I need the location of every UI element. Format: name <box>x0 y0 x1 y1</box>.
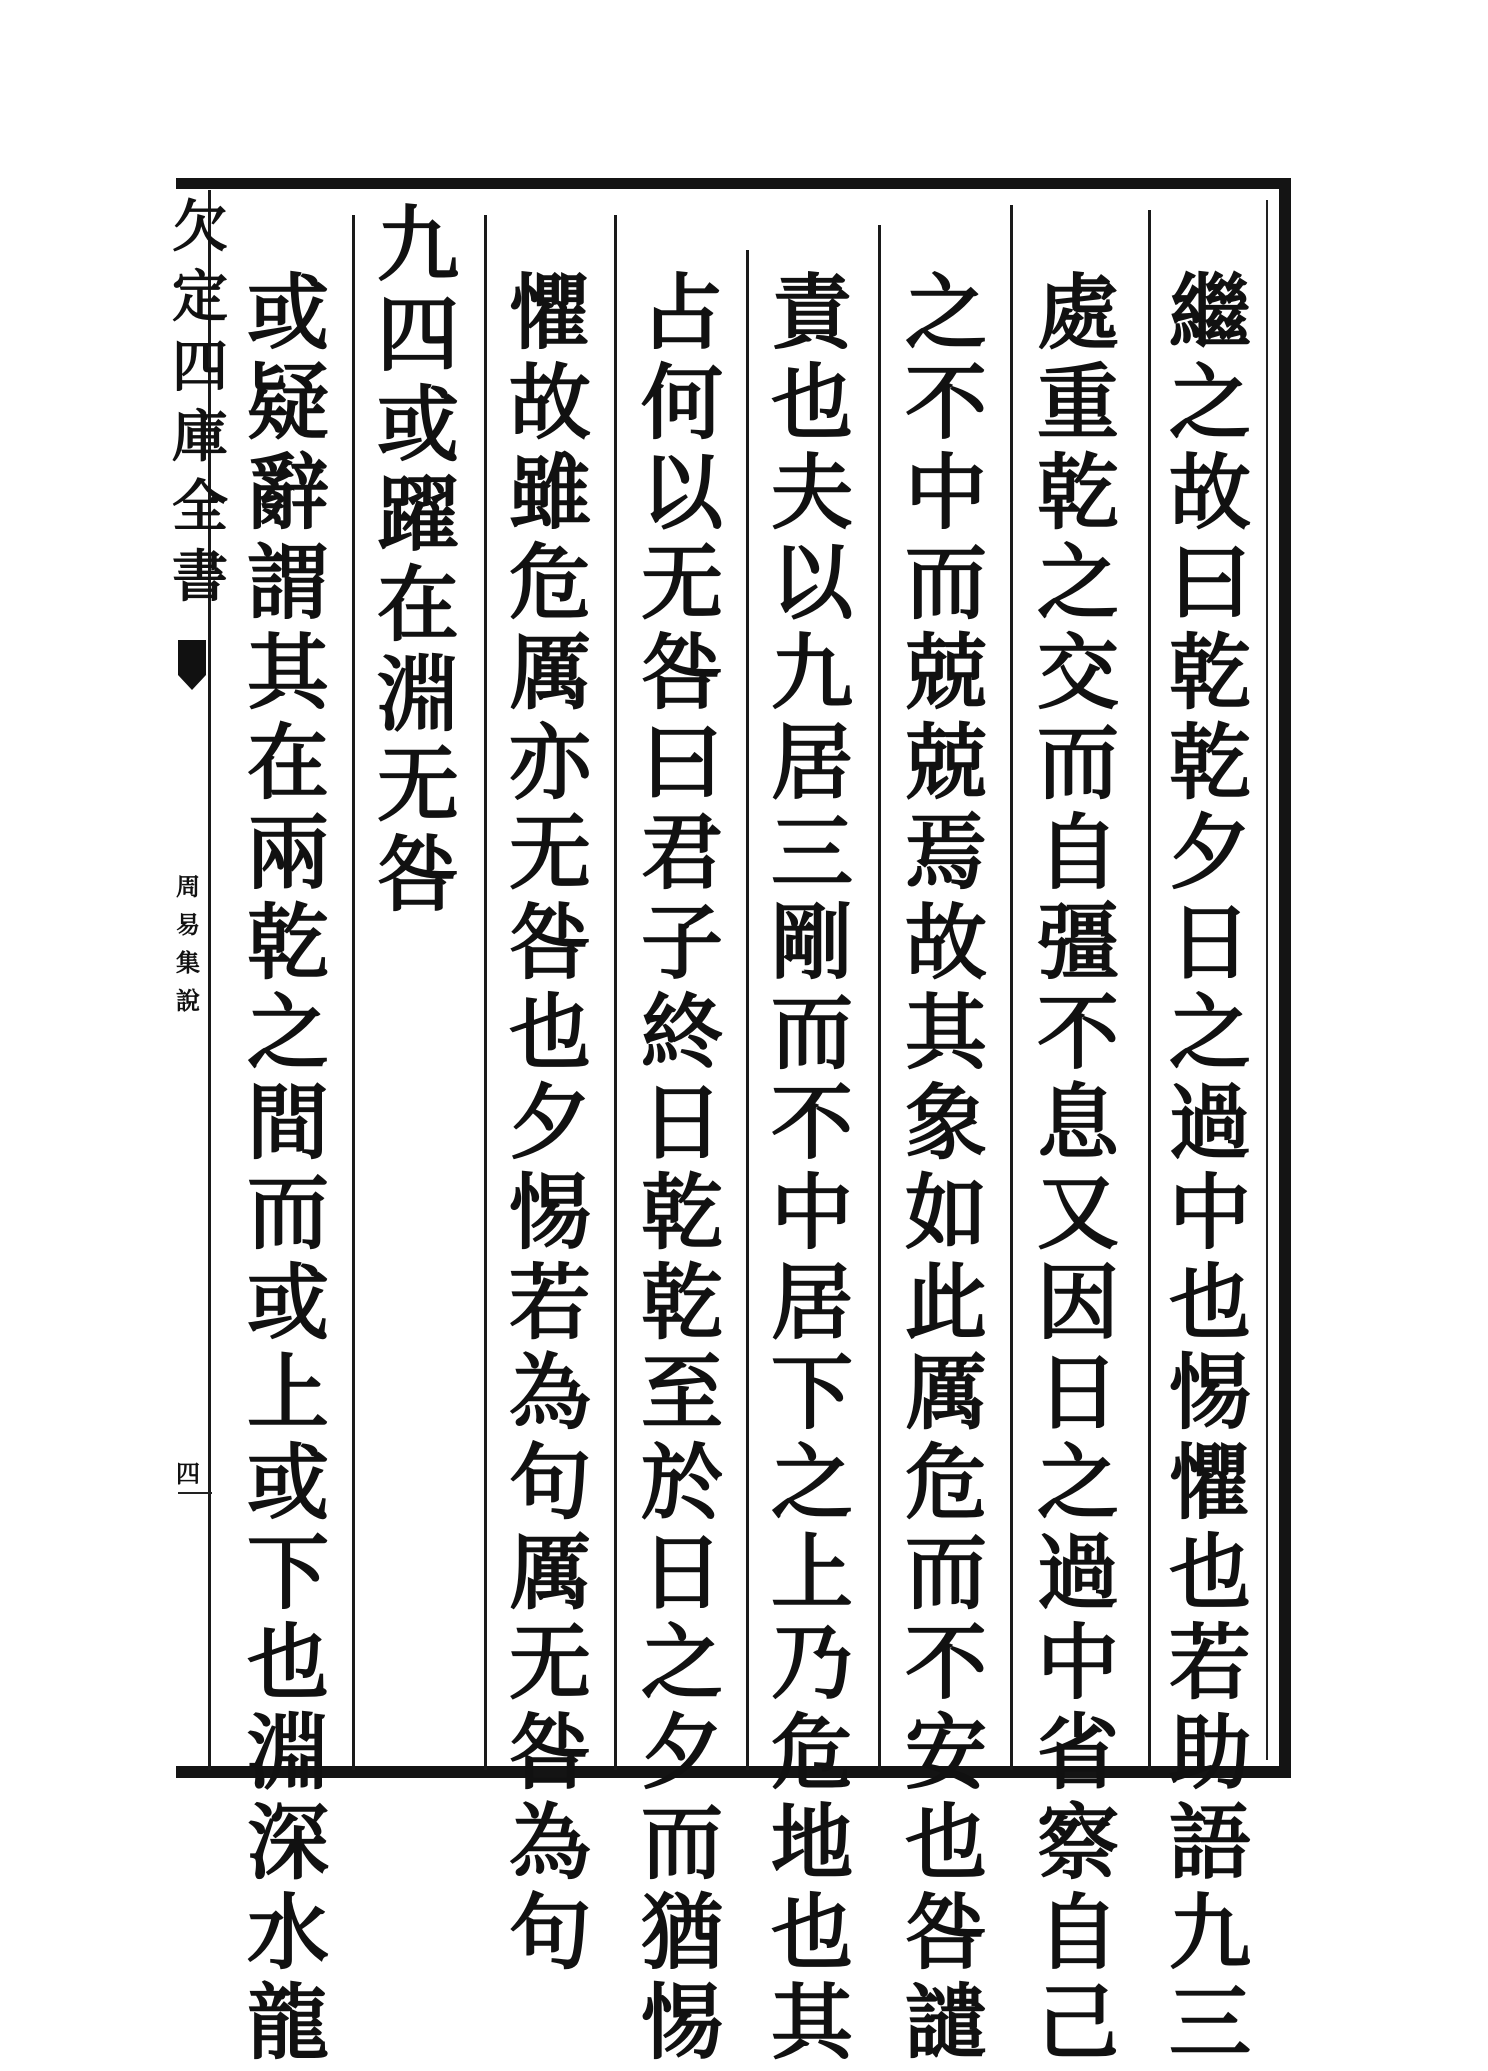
column-character: 謂 <box>246 535 329 631</box>
column-rule <box>614 215 617 1770</box>
column-character: 在 <box>376 557 459 653</box>
column-character: 上 <box>246 1345 329 1441</box>
column-character: 若 <box>508 1255 591 1351</box>
text-column-2 <box>1028 265 1128 2071</box>
collection-title-character: 書 <box>172 544 228 610</box>
column-character: 助 <box>1168 1705 1251 1801</box>
column-character: 之 <box>1168 355 1251 451</box>
column-character: 譴 <box>904 1975 987 2071</box>
column-character: 九 <box>376 197 459 293</box>
column-character: 三 <box>770 805 853 901</box>
column-character: 又 <box>1036 1165 1119 1261</box>
column-character: 或 <box>246 1255 329 1351</box>
column-character: 之 <box>1168 985 1251 1081</box>
column-rule <box>1010 205 1013 1770</box>
column-character: 也 <box>508 985 591 1081</box>
column-character: 不 <box>904 355 987 451</box>
column-character: 而 <box>640 1795 723 1891</box>
column-character: 曰 <box>1168 535 1251 631</box>
text-column-1 <box>1160 265 1260 2071</box>
column-character: 咎 <box>376 827 459 923</box>
column-character: 繼 <box>1168 265 1251 361</box>
column-character: 占 <box>640 265 723 361</box>
column-character: 危 <box>904 1435 987 1531</box>
column-character: 句 <box>508 1885 591 1981</box>
column-character: 上 <box>770 1525 853 1621</box>
column-character: 咎 <box>508 895 591 991</box>
column-character: 之 <box>1036 535 1119 631</box>
column-character: 其 <box>246 625 329 721</box>
column-character: 故 <box>904 895 987 991</box>
text-column-7 <box>368 197 468 923</box>
column-character: 而 <box>904 535 987 631</box>
margin-rule <box>178 1492 212 1494</box>
column-character: 也 <box>770 1885 853 1981</box>
column-character: 彊 <box>1036 895 1119 991</box>
column-character: 躍 <box>376 467 459 563</box>
column-character: 於 <box>640 1435 723 1531</box>
column-character: 下 <box>246 1525 329 1621</box>
collection-title <box>172 192 228 612</box>
column-character: 无 <box>508 1615 591 1711</box>
column-character: 水 <box>246 1885 329 1981</box>
column-character: 居 <box>770 1255 853 1351</box>
page-number: 四 <box>176 1459 200 1488</box>
column-character: 淵 <box>246 1705 329 1801</box>
column-character: 也 <box>770 355 853 451</box>
column-character: 象 <box>904 1075 987 1171</box>
column-rule <box>352 215 355 1770</box>
column-character: 過 <box>1168 1075 1251 1171</box>
column-character: 夫 <box>770 445 853 541</box>
column-character: 自 <box>1036 1885 1119 1981</box>
column-character: 兢 <box>904 715 987 811</box>
collection-title-character: 四 <box>172 334 228 400</box>
frame-top-border <box>176 178 1290 189</box>
column-character: 三 <box>1168 1975 1251 2071</box>
column-character: 龍 <box>246 1975 329 2071</box>
column-character: 而 <box>770 985 853 1081</box>
column-character: 以 <box>770 535 853 631</box>
collection-title-character: 庫 <box>172 404 228 470</box>
column-character: 焉 <box>904 805 987 901</box>
column-character: 中 <box>1036 1615 1119 1711</box>
column-character: 自 <box>1036 805 1119 901</box>
column-character: 咎 <box>508 1705 591 1801</box>
column-character: 句 <box>508 1435 591 1531</box>
column-character: 日 <box>1036 1345 1119 1441</box>
column-character: 四 <box>376 287 459 383</box>
frame-right-inner-border <box>1266 200 1268 1760</box>
column-character: 或 <box>246 1435 329 1531</box>
column-character: 地 <box>770 1795 853 1891</box>
column-character: 懼 <box>1168 1435 1251 1531</box>
column-character: 重 <box>1036 355 1119 451</box>
column-character: 也 <box>246 1615 329 1711</box>
column-rule <box>484 215 487 1770</box>
column-character: 乾 <box>1168 625 1251 721</box>
text-column-5 <box>632 265 732 2071</box>
column-character: 曰 <box>640 715 723 811</box>
column-character: 辭 <box>246 445 329 541</box>
column-rule <box>1148 210 1151 1770</box>
column-character: 兩 <box>246 805 329 901</box>
column-character: 中 <box>904 445 987 541</box>
column-character: 息 <box>1036 1075 1119 1171</box>
column-character: 不 <box>770 1075 853 1171</box>
column-character: 之 <box>770 1435 853 1531</box>
column-character: 省 <box>1036 1705 1119 1801</box>
column-rule <box>746 250 749 1770</box>
column-character: 无 <box>640 535 723 631</box>
column-character: 而 <box>1036 715 1119 811</box>
text-column-6 <box>500 265 600 1981</box>
column-character: 懼 <box>508 265 591 361</box>
column-character: 日 <box>1168 895 1251 991</box>
column-character: 居 <box>770 715 853 811</box>
column-character: 深 <box>246 1795 329 1891</box>
column-character: 下 <box>770 1345 853 1441</box>
text-column-4 <box>762 265 862 2071</box>
column-character: 之 <box>640 1615 723 1711</box>
column-character: 君 <box>640 805 723 901</box>
column-character: 中 <box>770 1165 853 1261</box>
column-character: 故 <box>1168 445 1251 541</box>
column-character: 或 <box>376 377 459 473</box>
column-character: 亦 <box>508 715 591 811</box>
column-character: 危 <box>508 535 591 631</box>
column-character: 故 <box>508 355 591 451</box>
column-character: 厲 <box>508 625 591 721</box>
book-title-character: 周 <box>176 872 200 901</box>
text-column-8 <box>238 265 338 2071</box>
column-character: 无 <box>376 737 459 833</box>
column-character: 之 <box>904 265 987 361</box>
column-character: 厲 <box>904 1345 987 1441</box>
column-character: 惕 <box>508 1165 591 1261</box>
column-character: 也 <box>1168 1525 1251 1621</box>
column-rule <box>878 225 881 1770</box>
column-character: 因 <box>1036 1255 1119 1351</box>
column-character: 雖 <box>508 445 591 541</box>
column-character: 己 <box>1036 1975 1119 2071</box>
collection-title-character: 定 <box>172 264 228 330</box>
column-character: 以 <box>640 445 723 541</box>
column-character: 无 <box>508 805 591 901</box>
column-character: 乾 <box>246 895 329 991</box>
column-character: 也 <box>1168 1255 1251 1351</box>
column-character: 惕 <box>1168 1345 1251 1441</box>
column-character: 如 <box>904 1165 987 1261</box>
column-character: 此 <box>904 1255 987 1351</box>
column-character: 乾 <box>1036 445 1119 541</box>
column-character: 在 <box>246 715 329 811</box>
column-character: 咎 <box>640 625 723 721</box>
column-character: 而 <box>904 1525 987 1621</box>
column-character: 交 <box>1036 625 1119 721</box>
column-character: 其 <box>770 1975 853 2071</box>
column-character: 其 <box>904 985 987 1081</box>
collection-title-character: 全 <box>172 474 228 540</box>
column-character: 剛 <box>770 895 853 991</box>
column-character: 至 <box>640 1345 723 1441</box>
column-character: 九 <box>1168 1885 1251 1981</box>
column-character: 之 <box>1036 1435 1119 1531</box>
column-character: 不 <box>904 1615 987 1711</box>
column-character: 兢 <box>904 625 987 721</box>
column-character: 乾 <box>640 1255 723 1351</box>
column-character: 若 <box>1168 1615 1251 1711</box>
column-character: 過 <box>1036 1525 1119 1621</box>
column-character: 或 <box>246 265 329 361</box>
column-character: 疑 <box>246 355 329 451</box>
column-character: 察 <box>1036 1795 1119 1891</box>
book-title-character: 說 <box>176 986 200 1015</box>
column-character: 間 <box>246 1075 329 1171</box>
column-character: 安 <box>904 1705 987 1801</box>
text-column-3 <box>896 265 996 2071</box>
column-character: 責 <box>770 265 853 361</box>
column-character: 厲 <box>508 1525 591 1621</box>
column-character: 夕 <box>1168 805 1251 901</box>
column-character: 乾 <box>1168 715 1251 811</box>
column-character: 語 <box>1168 1795 1251 1891</box>
column-character: 子 <box>640 895 723 991</box>
column-character: 為 <box>508 1795 591 1891</box>
column-character: 猶 <box>640 1885 723 1981</box>
book-title-character: 易 <box>176 910 200 939</box>
column-character: 咎 <box>904 1885 987 1981</box>
column-character: 不 <box>1036 985 1119 1081</box>
column-character: 而 <box>246 1165 329 1261</box>
book-title <box>168 868 208 1020</box>
column-character: 也 <box>904 1795 987 1891</box>
column-character: 淵 <box>376 647 459 743</box>
column-character: 中 <box>1168 1165 1251 1261</box>
column-character: 終 <box>640 985 723 1081</box>
column-character: 為 <box>508 1345 591 1441</box>
column-character: 日 <box>640 1075 723 1171</box>
column-character: 何 <box>640 355 723 451</box>
column-character: 日 <box>640 1525 723 1621</box>
frame-right-border <box>1279 178 1291 1778</box>
column-character: 夕 <box>640 1705 723 1801</box>
column-character: 夕 <box>508 1075 591 1171</box>
column-character: 危 <box>770 1705 853 1801</box>
column-character: 九 <box>770 625 853 721</box>
column-character: 乾 <box>640 1165 723 1261</box>
collection-title-character: 欠 <box>172 194 228 260</box>
column-character: 惕 <box>640 1975 723 2071</box>
book-title-character: 集 <box>176 948 200 977</box>
column-character: 乃 <box>770 1615 853 1711</box>
column-character: 之 <box>246 985 329 1081</box>
column-character: 處 <box>1036 265 1119 361</box>
